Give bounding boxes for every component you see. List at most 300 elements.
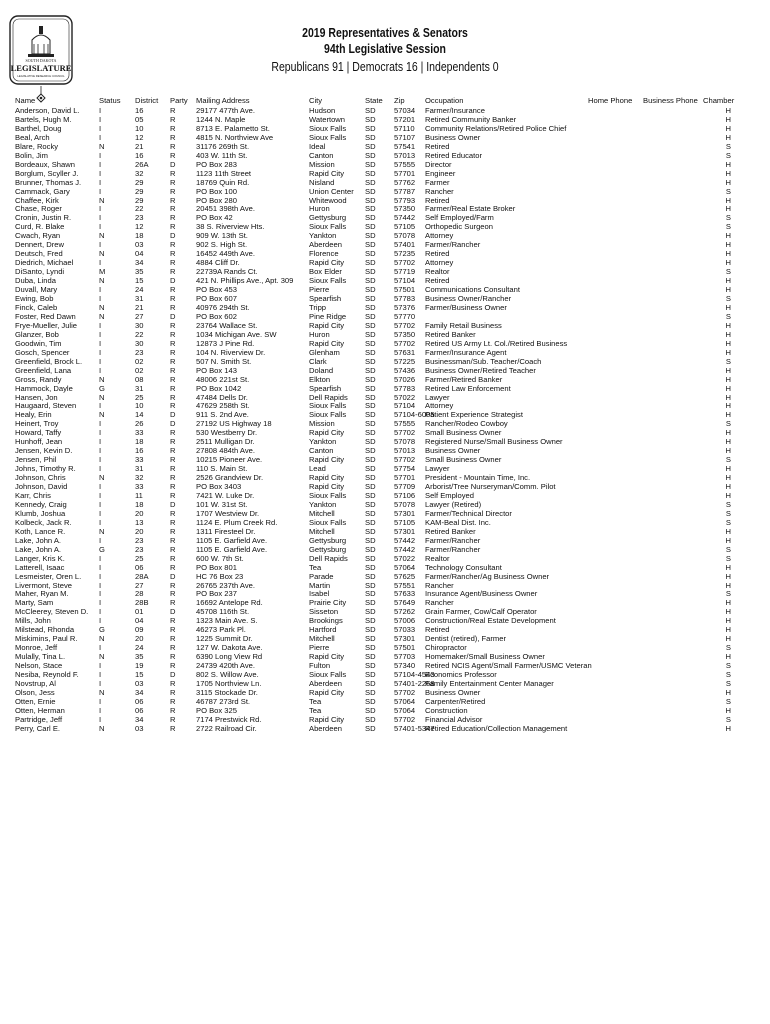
cell-home-phone [588,134,643,143]
cell-occupation: KAM-Beal Dist. Inc. [425,517,491,527]
cell-city: Gettysburg [309,544,347,554]
cell-business-phone [643,501,703,510]
cell-home-phone [588,599,643,608]
cell-business-phone [643,134,703,143]
cell-chamber: H [725,437,731,447]
cell-business-phone [643,456,703,465]
cell-occupation: Retired [425,195,450,205]
cell-city: Sioux Falls [309,222,347,232]
cell-name: Partridge, Jeff [15,714,63,724]
cell-state: SD [365,473,376,483]
cell-zip: 57022 [394,392,416,402]
cell-chamber: H [725,123,731,133]
cell-party: D [170,231,176,241]
cell-party: R [170,168,176,178]
cell-occupation: Attorney [425,231,454,241]
cell-business-phone [643,340,703,349]
cell-business-phone [643,698,703,707]
col-header-zip: Zip [394,96,405,105]
cell-business-phone [643,268,703,277]
cell-zip: 57022 [394,553,416,563]
cell-status: N [99,410,105,420]
cell-zip: 57442 [394,535,416,545]
cell-chamber: S [725,419,731,429]
document-title: 2019 Representatives & Senators [302,26,468,40]
cell-zip: 57702 [394,714,416,724]
cell-city: Mitchell [309,634,335,644]
col-header-home-phone: Home Phone [588,96,633,105]
cell-occupation: Grain Farmer, Cow/Calf Operator [425,607,537,617]
cell-party: R [170,222,176,232]
cell-zip: 57719 [394,267,416,277]
col-header-party: Party [170,96,188,105]
cell-name: Cwach, Ryan [15,231,61,241]
table-body [15,107,731,734]
cell-state: SD [365,535,376,545]
cell-occupation: Attorney [425,401,454,411]
cell-party: R [170,598,176,608]
cell-district: 35 [135,267,144,277]
cell-city: Sisseton [309,607,339,617]
cell-business-phone [643,349,703,358]
cell-mailing-address: PO Box 237 [196,589,237,599]
cell-business-phone [643,116,703,125]
cell-city: Pierre [309,643,330,653]
cell-party: R [170,195,176,205]
cell-zip: 57340 [394,661,416,671]
cell-status: I [99,571,102,581]
cell-city: Sioux Falls [309,490,347,500]
cell-district: 25 [135,553,144,563]
cell-occupation: Insurance Agent/Business Owner [425,589,538,599]
cell-mailing-address: PO Box 100 [196,186,237,196]
cell-district: 02 [135,365,144,375]
cell-occupation: Retired Community Banker [425,114,517,124]
cell-home-phone [588,465,643,474]
cell-party: R [170,123,176,133]
cell-mailing-address: 911 S. 2nd Ave. [196,410,249,420]
cell-party: R [170,267,176,277]
cell-district: 29 [135,186,144,196]
cell-zip: 57064 [394,705,416,715]
cell-business-phone [643,653,703,662]
cell-city: Nisland [309,177,335,187]
cell-district: 18 [135,437,144,447]
cell-mailing-address: 27808 484th Ave. [196,446,255,456]
cell-zip: 57350 [394,204,416,214]
cell-mailing-address: HC 76 Box 23 [196,571,244,581]
cell-city: Rapid City [309,473,345,483]
cell-status: I [99,222,102,232]
cell-party: R [170,473,176,483]
cell-occupation: Economics Professor [425,670,497,680]
cell-occupation: Lawyer (Retired) [425,499,482,509]
cell-mailing-address: 18769 Quin Rd. [196,177,250,187]
cell-zip: 57783 [394,383,416,393]
cell-zip: 57401 [394,240,416,250]
cell-district: 06 [135,696,144,706]
cell-party: R [170,482,176,492]
cell-occupation: Small Business Owner [425,428,502,438]
cell-occupation: Self Employed/Farm [425,213,494,223]
cell-occupation: Retired Law Enforcement [425,383,511,393]
cell-city: Fulton [309,661,331,671]
cell-mailing-address: 40976 294th St. [196,302,250,312]
cell-mailing-address: 31176 269th St. [196,141,250,151]
cell-mailing-address: 101 W. 31st St. [196,499,248,509]
cell-occupation: Farmer [425,177,450,187]
cell-party: R [170,661,176,671]
cell-business-phone [643,564,703,573]
cell-state: SD [365,356,376,366]
cell-home-phone [588,322,643,331]
cell-name: Blare, Rocky [15,141,59,151]
cell-party: R [170,374,176,384]
cell-chamber: S [725,508,731,518]
cell-business-phone [643,519,703,528]
cell-mailing-address: PO Box 602 [196,311,237,321]
cell-name: Howard, Taffy [15,428,62,438]
cell-business-phone [643,626,703,635]
cell-home-phone [588,635,643,644]
cell-home-phone [588,340,643,349]
cell-business-phone [643,474,703,483]
cell-party: R [170,132,176,142]
cell-city: Tea [309,562,322,572]
cell-mailing-address: 1225 Summit Dr. [196,634,253,644]
cell-chamber: H [725,446,731,456]
cell-district: 29 [135,177,144,187]
cell-zip: 57013 [394,446,416,456]
cell-state: SD [365,589,376,599]
cell-occupation: Retired US Army Lt. Col./Retired Business [425,338,568,348]
cell-home-phone [588,492,643,501]
cell-party: R [170,526,176,536]
cell-zip: 57702 [394,258,416,268]
cell-mailing-address: 2526 Grandview Dr. [196,473,264,483]
cell-home-phone [588,214,643,223]
cell-party: R [170,213,176,223]
cell-chamber: S [725,670,731,680]
cell-chamber: S [725,455,731,465]
cell-chamber: H [725,338,731,348]
cell-district: 03 [135,240,144,250]
cell-party: R [170,294,176,304]
cell-home-phone [588,143,643,152]
cell-chamber: H [725,258,731,268]
cell-status: I [99,294,102,304]
cell-state: SD [365,365,376,375]
cell-chamber: S [725,499,731,509]
cell-district: 23 [135,213,144,223]
cell-city: Brookings [309,616,343,626]
cell-mailing-address: 1123 11th Street [196,168,252,178]
cell-home-phone [588,716,643,725]
cell-party: R [170,383,176,393]
cell-party: R [170,625,176,635]
cell-city: Rapid City [309,428,345,438]
cell-mailing-address: 7174 Prestwick Rd. [196,714,262,724]
cell-zip: 57555 [394,419,416,429]
cell-district: 03 [135,723,144,733]
cell-home-phone [588,707,643,716]
cell-name: McCleerey, Steven D. [15,607,89,617]
cell-state: SD [365,634,376,644]
cell-party: R [170,616,176,626]
cell-party: R [170,428,176,438]
cell-home-phone [588,590,643,599]
cell-zip: 57701 [394,168,416,178]
cell-zip: 57709 [394,482,416,492]
cell-status: I [99,670,102,680]
cell-district: 04 [135,249,144,259]
cell-business-phone [643,671,703,680]
cell-occupation: Self Employed [425,490,474,500]
cell-city: Mitchell [309,508,335,518]
col-header-chamber: Chamber [703,96,735,105]
cell-party: R [170,544,176,554]
cell-city: Prairie City [309,598,347,608]
cell-mailing-address: PO Box 325 [196,705,237,715]
cell-business-phone [643,411,703,420]
document-header [0,26,770,75]
cell-city: Hudson [309,106,336,115]
cell-status: I [99,562,102,572]
cell-party: R [170,320,176,330]
cell-home-phone [588,725,643,734]
cell-chamber: H [725,464,731,474]
cell-name: Kolbeck, Jack R. [15,517,72,527]
cell-chamber: S [725,150,731,160]
cell-state: SD [365,553,376,563]
cell-home-phone [588,394,643,403]
cell-zip: 57262 [394,607,416,617]
cell-occupation: Realtor [425,267,450,277]
cell-zip: 57104-6005 [394,410,435,420]
cell-party: R [170,535,176,545]
cell-name: Jensen, Kevin D. [15,446,73,456]
cell-name: Finck, Caleb [15,302,58,312]
cell-mailing-address: 16452 449th Ave. [196,249,255,259]
cell-district: 10 [135,123,144,133]
cell-occupation: Retired Banker [425,329,476,339]
cell-city: Rapid City [309,482,345,492]
cell-status: I [99,150,102,160]
cell-district: 18 [135,231,144,241]
cell-chamber: H [725,410,731,420]
cell-chamber: H [725,329,731,339]
cell-home-phone [588,411,643,420]
cell-status: G [99,544,105,554]
cell-city: Huron [309,204,330,214]
cell-city: Whitewood [309,195,347,205]
cell-name: Koth, Lance R. [15,526,66,536]
cell-chamber: H [725,177,731,187]
cell-state: SD [365,661,376,671]
cell-business-phone [643,420,703,429]
cell-chamber: S [725,589,731,599]
cell-chamber: S [725,267,731,277]
cell-district: 23 [135,347,144,357]
cell-district: 08 [135,374,144,384]
cell-mailing-address: 47629 258th St. [196,401,250,411]
cell-name: Hansen, Jon [15,392,58,402]
cell-mailing-address: 47484 Dells Dr. [196,392,248,402]
cell-business-phone [643,205,703,214]
cell-home-phone [588,107,643,116]
cell-state: SD [365,114,376,124]
cell-district: 21 [135,302,144,312]
cell-state: SD [365,625,376,635]
cell-state: SD [365,643,376,653]
cell-zip: 57006 [394,616,416,626]
cell-name: Johnson, David [15,482,68,492]
cell-status: I [99,705,102,715]
cell-name: Marty, Sam [15,598,54,608]
cell-mailing-address: 24739 420th Ave. [196,661,255,671]
cell-mailing-address: 1124 E. Plum Creek Rd. [196,517,278,527]
cell-district: 14 [135,410,144,420]
cell-mailing-address: 104 N. Riverview Dr. [196,347,266,357]
cell-mailing-address: 802 S. Willow Ave. [196,670,259,680]
cell-mailing-address: 1034 Michigan Ave. SW [196,329,277,339]
cell-party: R [170,106,176,115]
cell-occupation: Retired [425,276,450,286]
cell-home-phone [588,331,643,340]
cell-state: SD [365,616,376,626]
cell-city: Yankton [309,499,337,509]
cell-mailing-address: PO Box 280 [196,195,237,205]
cell-city: Mission [309,159,335,169]
cell-mailing-address: 4815 N. Northview Ave [196,132,274,142]
cell-occupation: Farmer/Rancher/Ag Business Owner [425,571,550,581]
cell-city: Elkton [309,374,331,384]
cell-state: SD [365,419,376,429]
cell-state: SD [365,294,376,304]
cell-mailing-address: 600 W. 7th St. [196,553,244,563]
logo-text-sub: LEGISLATIVE RESEARCH COUNCIL [17,74,65,78]
cell-occupation: Businessman/Sub. Teacher/Coach [425,356,542,366]
cell-party: R [170,437,176,447]
cell-district: 34 [135,258,144,268]
cell-name: Dennert, Drew [15,240,64,250]
cell-state: SD [365,347,376,357]
cell-zip: 57701 [394,473,416,483]
cell-name: Langer, Kris K. [15,553,65,563]
cell-chamber: H [725,240,731,250]
cell-business-phone [643,107,703,116]
cell-party: R [170,258,176,268]
cell-state: SD [365,123,376,133]
cell-chamber: H [725,114,731,124]
cell-occupation: Retired Educator [425,150,482,160]
cell-state: SD [365,455,376,465]
cell-district: 12 [135,222,144,232]
cell-name: Karr, Chris [15,490,51,500]
cell-district: 32 [135,168,144,178]
cell-district: 20 [135,508,144,518]
cell-name: Deutsch, Fred [15,249,63,259]
cell-city: Mission [309,419,335,429]
cell-city: Aberdeen [309,240,342,250]
cell-status: G [99,625,105,635]
cell-district: 13 [135,517,144,527]
cell-state: SD [365,714,376,724]
cell-zip: 57301 [394,508,416,518]
cell-chamber: S [725,714,731,724]
cell-name: Goodwin, Tim [15,338,62,348]
cell-state: SD [365,258,376,268]
cell-party: D [170,670,176,680]
cell-zip: 57442 [394,544,416,554]
cell-status: N [99,392,105,402]
cell-occupation: Retired Banker [425,526,476,536]
cell-chamber: H [725,652,731,662]
cell-mailing-address: 20451 398th Ave. [196,204,255,214]
cell-zip: 57541 [394,141,416,151]
cell-zip: 57436 [394,365,416,375]
cell-name: Duba, Linda [15,276,56,286]
cell-state: SD [365,392,376,402]
cell-chamber: H [725,132,731,142]
cell-district: 26 [135,419,144,429]
cell-mailing-address: 110 S. Main St. [196,464,248,474]
cell-zip: 57625 [394,571,416,581]
cell-home-phone [588,438,643,447]
cell-occupation: Small Business Owner [425,455,502,465]
cell-mailing-address: PO Box 143 [196,365,237,375]
cell-zip: 57104 [394,401,416,411]
cell-chamber: H [725,625,731,635]
cell-status: I [99,240,102,250]
cell-party: R [170,679,176,688]
cell-chamber: H [725,580,731,590]
cell-chamber: S [725,696,731,706]
cell-chamber: S [725,294,731,304]
cell-home-phone [588,179,643,188]
cell-status: N [99,302,105,312]
cell-occupation: Business Owner [425,687,481,697]
cell-zip: 57104-4543 [394,670,435,680]
cell-status: I [99,365,102,375]
cell-state: SD [365,222,376,232]
cell-mailing-address: 12873 J Pine Rd. [196,338,255,348]
cell-chamber: H [725,634,731,644]
cell-business-phone [643,447,703,456]
cell-occupation: Registered Nurse/Small Business Owner [425,437,563,447]
cell-name: Johnson, Chris [15,473,66,483]
cell-name: Nelson, Stace [15,661,63,671]
cell-occupation: Carpenter/Retired [425,696,486,706]
session-title: 94th Legislative Session [324,41,446,56]
cell-state: SD [365,267,376,277]
cell-chamber: S [725,679,731,688]
cell-name: Monroe, Jeff [15,643,58,653]
cell-state: SD [365,276,376,286]
cell-mailing-address: 2511 Mulligan Dr. [196,437,255,447]
cell-business-phone [643,143,703,152]
cell-party: R [170,356,176,366]
cell-chamber: H [725,473,731,483]
cell-name: Heinert, Troy [15,419,59,429]
cell-city: Yankton [309,437,337,447]
cell-business-phone [643,367,703,376]
cell-state: SD [365,213,376,223]
cell-mailing-address: 1705 Northview Ln. [196,679,262,688]
cell-party: R [170,204,176,214]
cell-zip: 57442 [394,213,416,223]
cell-name: Haugaard, Steven [15,401,77,411]
